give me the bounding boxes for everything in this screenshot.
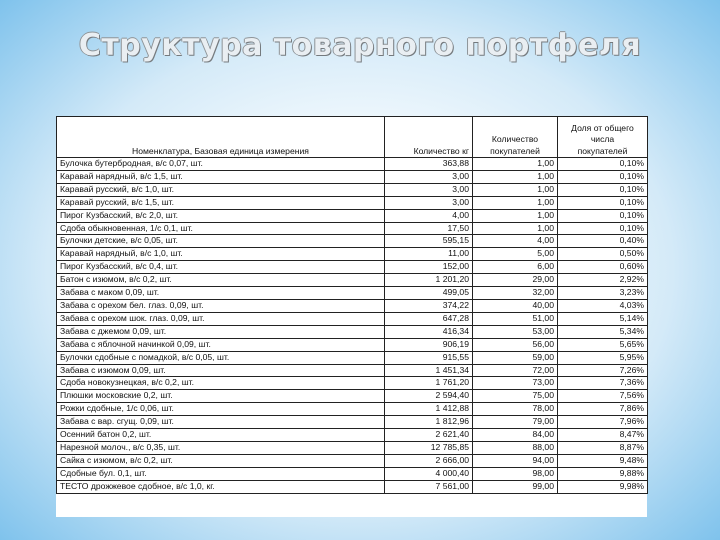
table-row xyxy=(57,170,648,183)
table-row xyxy=(57,454,648,467)
cell-name: Каравай нарядный, в/с 1,0, шт. xyxy=(57,248,385,261)
table-row xyxy=(57,299,648,312)
cell-buyers: 99,00 xyxy=(473,480,558,493)
cell-buyers: 94,00 xyxy=(473,454,558,467)
cell-name: Забава с орехом шок. глаз. 0,09, шт. xyxy=(57,312,385,325)
cell-buyers: 5,00 xyxy=(473,248,558,261)
cell-share: 5,95% xyxy=(558,351,648,364)
cell-kg: 1 451,34 xyxy=(385,364,473,377)
table-row xyxy=(57,351,648,364)
table-row xyxy=(57,274,648,287)
cell-share: 8,47% xyxy=(558,429,648,442)
cell-buyers: 1,00 xyxy=(473,222,558,235)
cell-name: Плюшки московские 0,2, шт. xyxy=(57,390,385,403)
header-buyers xyxy=(473,117,558,158)
table-row xyxy=(57,377,648,390)
header-kg: Количество кг xyxy=(385,117,473,158)
cell-name: Пирог Кузбасский, в/с 0,4, шт. xyxy=(57,261,385,274)
cell-share: 9,88% xyxy=(558,467,648,480)
cell-kg: 363,88 xyxy=(385,158,473,171)
cell-kg: 17,50 xyxy=(385,222,473,235)
cell-name: Забава с джемом 0,09, шт. xyxy=(57,325,385,338)
cell-share: 0,50% xyxy=(558,248,648,261)
cell-kg: 647,28 xyxy=(385,312,473,325)
cell-buyers: 6,00 xyxy=(473,261,558,274)
table-row xyxy=(57,390,648,403)
cell-buyers: 1,00 xyxy=(473,158,558,171)
cell-buyers: 1,00 xyxy=(473,196,558,209)
cell-name: Забава с яблочной начинкой 0,09, шт. xyxy=(57,338,385,351)
header-share-line2: числа xyxy=(590,134,615,144)
cell-kg: 2 594,40 xyxy=(385,390,473,403)
cell-buyers: 84,00 xyxy=(473,429,558,442)
cell-buyers: 56,00 xyxy=(473,338,558,351)
product-portfolio-table xyxy=(56,116,648,494)
header-buyers-line1: Количество xyxy=(491,134,539,144)
header-share-line3: покупателей xyxy=(577,145,628,156)
cell-buyers: 51,00 xyxy=(473,312,558,325)
table-row xyxy=(57,312,648,325)
cell-share: 9,48% xyxy=(558,454,648,467)
cell-buyers: 98,00 xyxy=(473,467,558,480)
cell-buyers: 1,00 xyxy=(473,183,558,196)
table-row xyxy=(57,441,648,454)
cell-share: 0,10% xyxy=(558,222,648,235)
cell-share: 3,23% xyxy=(558,287,648,300)
cell-name: ТЕСТО дрожжевое сдобное, в/с 1,0, кг. xyxy=(57,480,385,493)
cell-name: Батон с изюмом, в/с 0,2, шт. xyxy=(57,274,385,287)
cell-name: Булочки детские, в/с 0,05, шт. xyxy=(57,235,385,248)
cell-share: 7,86% xyxy=(558,403,648,416)
header-share-line1: Доля от общего xyxy=(571,122,634,133)
cell-buyers: 53,00 xyxy=(473,325,558,338)
cell-share: 0,10% xyxy=(558,196,648,209)
cell-buyers: 72,00 xyxy=(473,364,558,377)
table-row xyxy=(57,196,648,209)
cell-kg: 595,15 xyxy=(385,235,473,248)
cell-kg: 374,22 xyxy=(385,299,473,312)
cell-kg: 1 812,96 xyxy=(385,416,473,429)
cell-name: Забава с изюмом 0,09, шт. xyxy=(57,364,385,377)
header-share xyxy=(558,117,648,158)
cell-buyers: 73,00 xyxy=(473,377,558,390)
cell-share: 0,10% xyxy=(558,183,648,196)
cell-share: 7,26% xyxy=(558,364,648,377)
cell-buyers: 29,00 xyxy=(473,274,558,287)
table-row xyxy=(57,261,648,274)
cell-name: Каравай русский, в/с 1,0, шт. xyxy=(57,183,385,196)
table-header-row xyxy=(57,117,648,158)
table-row xyxy=(57,416,648,429)
cell-name: Рожки сдобные, 1/с 0,06, шт. xyxy=(57,403,385,416)
header-name: Номенклатура, Базовая единица измерения xyxy=(57,117,385,158)
cell-name: Забава с вар. сгущ. 0,09, шт. xyxy=(57,416,385,429)
cell-share: 9,98% xyxy=(558,480,648,493)
table-row xyxy=(57,480,648,493)
cell-share: 0,10% xyxy=(558,170,648,183)
cell-kg: 12 785,85 xyxy=(385,441,473,454)
table-row xyxy=(57,158,648,171)
cell-share: 0,40% xyxy=(558,235,648,248)
table-row xyxy=(57,467,648,480)
cell-share: 7,56% xyxy=(558,390,648,403)
cell-kg: 2 666,00 xyxy=(385,454,473,467)
cell-kg: 2 621,40 xyxy=(385,429,473,442)
cell-kg: 1 412,88 xyxy=(385,403,473,416)
cell-share: 0,10% xyxy=(558,209,648,222)
table-row xyxy=(57,235,648,248)
cell-kg: 915,55 xyxy=(385,351,473,364)
cell-buyers: 78,00 xyxy=(473,403,558,416)
cell-kg: 152,00 xyxy=(385,261,473,274)
page-title: Структура товарного портфеля xyxy=(78,28,642,63)
cell-kg: 3,00 xyxy=(385,183,473,196)
cell-name: Забава с орехом бел. глаз. 0,09, шт. xyxy=(57,299,385,312)
cell-buyers: 32,00 xyxy=(473,287,558,300)
cell-share: 0,60% xyxy=(558,261,648,274)
cell-kg: 3,00 xyxy=(385,170,473,183)
table-row xyxy=(57,429,648,442)
cell-buyers: 88,00 xyxy=(473,441,558,454)
cell-name: Осенний батон 0,2, шт. xyxy=(57,429,385,442)
cell-kg: 1 201,20 xyxy=(385,274,473,287)
cell-name: Сдоба новокузнецкая, в/с 0,2, шт. xyxy=(57,377,385,390)
cell-share: 2,92% xyxy=(558,274,648,287)
table-row xyxy=(57,287,648,300)
cell-buyers: 1,00 xyxy=(473,209,558,222)
cell-buyers: 1,00 xyxy=(473,170,558,183)
cell-share: 7,96% xyxy=(558,416,648,429)
cell-name: Каравай русский, в/с 1,5, шт. xyxy=(57,196,385,209)
cell-name: Булочки сдобные с помадкой, в/с 0,05, шт. xyxy=(57,351,385,364)
cell-buyers: 40,00 xyxy=(473,299,558,312)
cell-buyers: 59,00 xyxy=(473,351,558,364)
cell-name: Сдобные бул. 0,1, шт. xyxy=(57,467,385,480)
cell-name: Забава с маком 0,09, шт. xyxy=(57,287,385,300)
product-portfolio-sheet xyxy=(56,116,647,517)
cell-kg: 4,00 xyxy=(385,209,473,222)
header-buyers-line2: покупателей xyxy=(490,145,540,156)
table-row xyxy=(57,364,648,377)
cell-kg: 499,05 xyxy=(385,287,473,300)
cell-share: 5,34% xyxy=(558,325,648,338)
cell-share: 7,36% xyxy=(558,377,648,390)
cell-buyers: 75,00 xyxy=(473,390,558,403)
cell-kg: 1 761,20 xyxy=(385,377,473,390)
table-row xyxy=(57,325,648,338)
cell-kg: 7 561,00 xyxy=(385,480,473,493)
cell-name: Пирог Кузбасский, в/с 2,0, шт. xyxy=(57,209,385,222)
cell-buyers: 79,00 xyxy=(473,416,558,429)
cell-name: Булочка бутербродная, в/с 0,07, шт. xyxy=(57,158,385,171)
cell-kg: 416,34 xyxy=(385,325,473,338)
cell-share: 8,87% xyxy=(558,441,648,454)
table-row xyxy=(57,403,648,416)
table-row xyxy=(57,338,648,351)
cell-share: 4,03% xyxy=(558,299,648,312)
cell-buyers: 4,00 xyxy=(473,235,558,248)
cell-kg: 3,00 xyxy=(385,196,473,209)
cell-kg: 906,19 xyxy=(385,338,473,351)
cell-kg: 11,00 xyxy=(385,248,473,261)
cell-share: 5,14% xyxy=(558,312,648,325)
table-row xyxy=(57,248,648,261)
table-body xyxy=(57,158,648,494)
table-row xyxy=(57,222,648,235)
cell-name: Сдоба обыкновенная, 1/с 0,1, шт. xyxy=(57,222,385,235)
cell-share: 0,10% xyxy=(558,158,648,171)
cell-name: Нарезной молоч., в/с 0,35, шт. xyxy=(57,441,385,454)
table-row xyxy=(57,183,648,196)
cell-kg: 4 000,40 xyxy=(385,467,473,480)
cell-share: 5,65% xyxy=(558,338,648,351)
cell-name: Сайка с изюмом, в/с 0,2, шт. xyxy=(57,454,385,467)
cell-name: Каравай нарядный, в/с 1,5, шт. xyxy=(57,170,385,183)
table-row xyxy=(57,209,648,222)
